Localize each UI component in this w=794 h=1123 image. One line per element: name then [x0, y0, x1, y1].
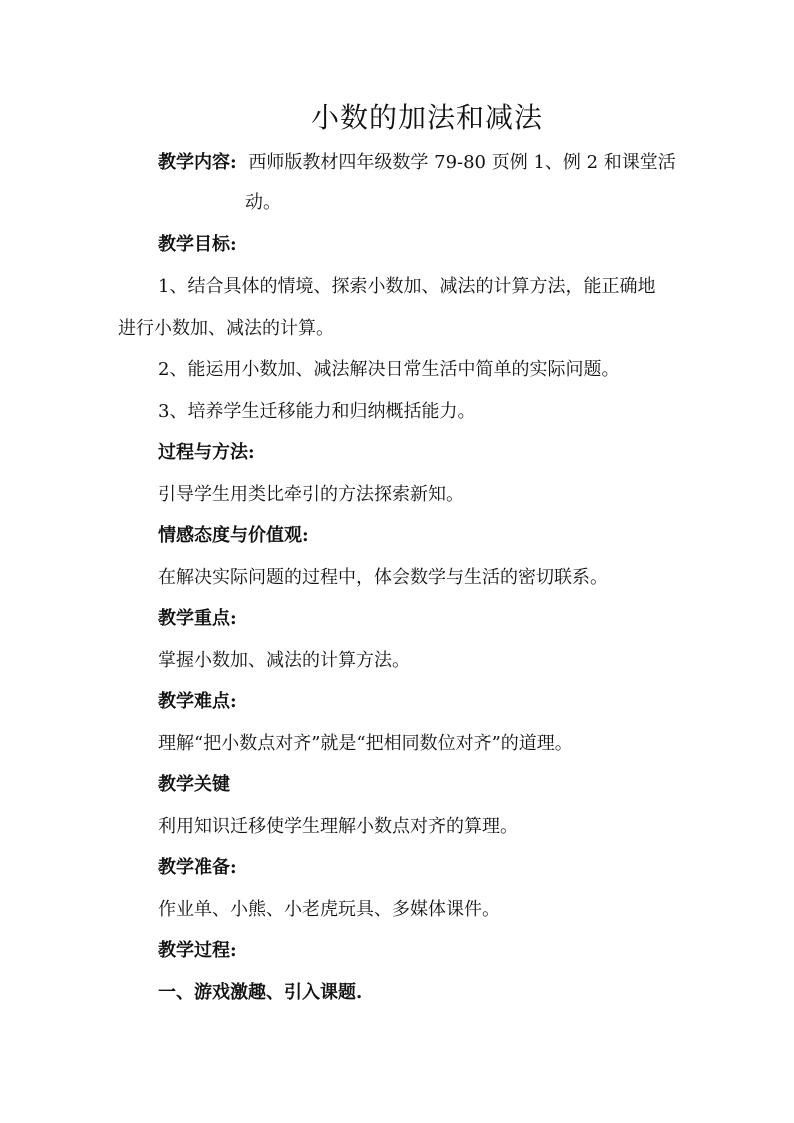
objective-item-3: 3、培养学生迁移能力和归纳概括能力。	[158, 401, 476, 422]
page-title: 小数的加法和减法	[310, 101, 543, 134]
difficulty-text: 理解“把小数点对齐”就是“把相同数位对齐”的道理。	[158, 733, 573, 754]
content-text-line2: 动。	[245, 192, 281, 213]
objective-item-1-line1: 1、结合具体的情境、探索小数加、减法的计算方法，能正确地	[158, 276, 656, 297]
content-text-line1: 西师版教材四年级数学 79-80 页例 1、例 2 和课堂活	[248, 152, 676, 173]
key-text: 利用知识迁移使学生理解小数点对齐的算理。	[158, 816, 518, 837]
difficulty-label: 教学难点:	[158, 691, 237, 712]
key-label: 教学关键	[158, 774, 230, 795]
process-method-text: 引导学生用类比牵引的方法探索新知。	[158, 484, 464, 505]
key-point-text: 掌握小数加、减法的计算方法。	[158, 650, 410, 671]
procedure-label: 教学过程:	[158, 940, 237, 961]
content-section	[158, 150, 676, 176]
process-method-label: 过程与方法:	[158, 442, 255, 463]
preparation-label: 教学准备:	[158, 857, 237, 878]
preparation-text: 作业单、小熊、小老虎玩具、多媒体课件。	[158, 899, 500, 920]
key-point-label: 教学重点:	[158, 608, 237, 629]
objective-item-2: 2、能运用小数加、减法解决日常生活中简单的实际问题。	[158, 359, 620, 380]
attitude-text: 在解决实际问题的过程中，体会数学与生活的密切联系。	[158, 567, 608, 588]
content-label: 教学内容:	[158, 152, 237, 173]
objectives-label: 教学目标:	[158, 234, 237, 255]
objective-item-1-line2: 进行小数加、减法的计算。	[118, 318, 334, 339]
attitude-label: 情感态度与价值观:	[158, 525, 309, 546]
procedure-step-1: 一、游戏激趣、引入课题.	[158, 982, 363, 1003]
